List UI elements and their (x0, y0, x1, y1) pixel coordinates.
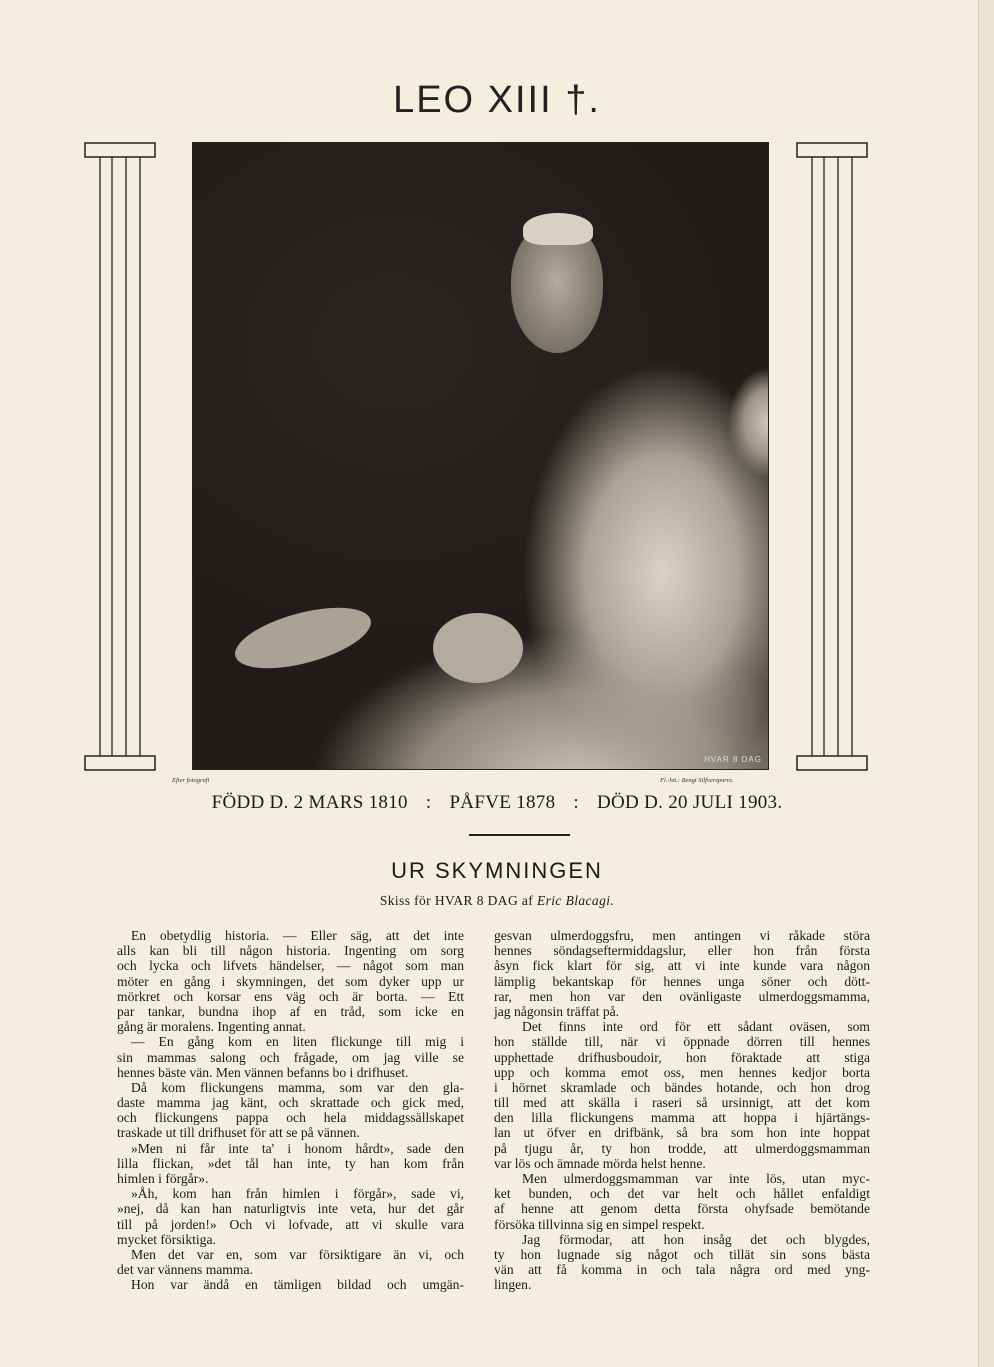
text-line: mycket försiktiga. (117, 1231, 216, 1247)
text-line: och lycka och lifvets händelser, — något som man (117, 958, 464, 974)
text-line: hennes bäste vän. Men vännen befanns bo i drifhuset. (117, 1064, 409, 1080)
text-line: traskade ut till drifhuset för att se på vännen. (117, 1125, 360, 1141)
text-line: på tjugu år, ty hon trodde, att ulmerdoggsmamman (494, 1140, 870, 1156)
section-divider (469, 834, 570, 836)
text-line: Det finns inte ord för ett sådant oväsen, som (522, 1019, 870, 1035)
text-line: Hon var ändå en tämligen bildad och umgän- (131, 1277, 464, 1293)
text-line: gesvan ulmerdoggsfru, men antingen vi råkade störa (494, 928, 870, 943)
photo-credit-left: Efter fotografi (172, 777, 210, 784)
portrait-photo (192, 142, 769, 770)
column-ornament-left (84, 142, 156, 772)
text-line: ty hon lugnade sig något och tillät sin sons bästa (494, 1246, 870, 1262)
caption-born: FÖDD D. 2 MARS 1810 (211, 792, 408, 813)
text-line: af henne att genom detta första ohyfsade bemötande (494, 1201, 870, 1217)
text-line: jag någonsin träffat på. (494, 1003, 620, 1019)
page-title: LEO XIII †. (393, 79, 601, 121)
text-line: »Men ni får inte ta' i honom hårdt», sade den (131, 1140, 464, 1156)
photo-credit-right: Fl.-hö.: Bengt Silfversparre. (660, 777, 734, 784)
text-line: lämplig bekantskap för hennes unga söner och dött- (494, 973, 870, 989)
portrait-hand-left (229, 596, 377, 681)
text-line: Men ulmerdoggsmamman var inte lös, utan myc- (522, 1171, 870, 1186)
caption-separator: : (573, 792, 579, 813)
text-line: — En gång kom en liten flickunge till mig i (131, 1034, 464, 1050)
text-line: möter en gång i skymningen, det som dyker upp ur (117, 973, 464, 989)
text-line: mörkret och korsar ens väg och är borta. — Ett (117, 988, 464, 1004)
text-line: lan ut öfver en drifbänk, så bra som hon inte hoppat (494, 1125, 870, 1141)
byline-prefix: Skiss för HVAR 8 DAG af (379, 893, 534, 908)
text-line: till på jorden!» Och vi lofvade, att vi skulle vara (117, 1216, 464, 1232)
text-line: lingen. (494, 1277, 532, 1293)
text-line: »nej, då kan han naturligtvis inte veta, hur det går (117, 1201, 464, 1217)
text-line: »Åh, kom han från himlen i förgår», sade vi, (131, 1186, 464, 1202)
text-line: det var vännens mamma. (117, 1262, 253, 1278)
text-line: åsyn fick klart för sig, att vi inte kunde vara någon (494, 958, 870, 974)
text-line: rar, men hon var den ovänligaste ulmerdoggsmamma, (494, 988, 870, 1004)
story-title: UR SKYMNINGEN (391, 858, 603, 883)
text-column-right (494, 928, 870, 1293)
text-line: himlen i förgår». (117, 1171, 209, 1186)
text-line: gång är moralens. Ingenting annat. (117, 1019, 306, 1035)
text-line: En obetydlig historia. — Eller säg, att det inte (131, 928, 464, 943)
column-ornament-right (796, 142, 868, 772)
text-line: par tankar, bundna ihop af en tråd, som icke en (117, 1003, 464, 1019)
text-line: och flickungens pappa och hela middagssällskapet (117, 1110, 464, 1126)
portrait-hand-right (433, 613, 523, 683)
text-line: var lös och ämnade mörda helst henne. (494, 1155, 706, 1171)
text-column-left (117, 928, 464, 1293)
text-line: i hörnet skramlade och bändes hotande, och hon drog (494, 1079, 870, 1095)
text-line: alls kan bli till någon historia. Ingenting om sorg (117, 943, 464, 959)
text-line: vän att få komma in och tala några ord med yng- (494, 1262, 870, 1278)
text-line: sin mammas salong och frågade, om jag ville se (117, 1049, 464, 1065)
text-line: den lilla flickungens mamma att hoppa i hjärtängs- (494, 1110, 870, 1126)
story-byline (0, 892, 994, 909)
text-line: Men det var en, som var försiktigare än vi, och (131, 1246, 464, 1262)
text-line: ket bunden, och det var helt och hållet enfaldigt (494, 1186, 870, 1202)
text-line: till med att skälla i raseri så ursinnigt, att det kom (494, 1095, 870, 1111)
portrait-caption (0, 792, 994, 814)
text-line: lilla flickan, »det tål han inte, ty han kom från (117, 1155, 464, 1171)
text-line: hon ställde till, när vi öppnade dörren till hennes (494, 1034, 870, 1050)
portrait-zucchetto (523, 213, 593, 245)
caption-separator: : (425, 792, 432, 813)
caption-pope: PÅFVE 1878 (449, 792, 556, 813)
text-line: hennes söndagseftermiddagslur, eller hon från första (494, 943, 870, 959)
text-line: upp och komma emot oss, men hennes kedjor borta (494, 1064, 870, 1080)
page-edge (978, 0, 994, 1367)
byline-author: Eric Blacagi. (536, 893, 615, 908)
caption-died: DÖD D. 20 JULI 1903. (596, 792, 783, 813)
text-line: försöka tillvinna sig en simpel respekt. (494, 1216, 705, 1232)
text-line: Då kom flickungens mamma, som var den gla- (131, 1079, 464, 1095)
text-line: Jag förmodar, att hon insåg det och blygdes, (522, 1231, 870, 1247)
photo-watermark: HVAR 8 DAG (704, 755, 762, 764)
text-line: upphettade drifhusboudoir, hon föraktade att stiga (494, 1049, 870, 1065)
text-line: daste mamma jag känt, och skrattade och gick med, (117, 1095, 464, 1111)
